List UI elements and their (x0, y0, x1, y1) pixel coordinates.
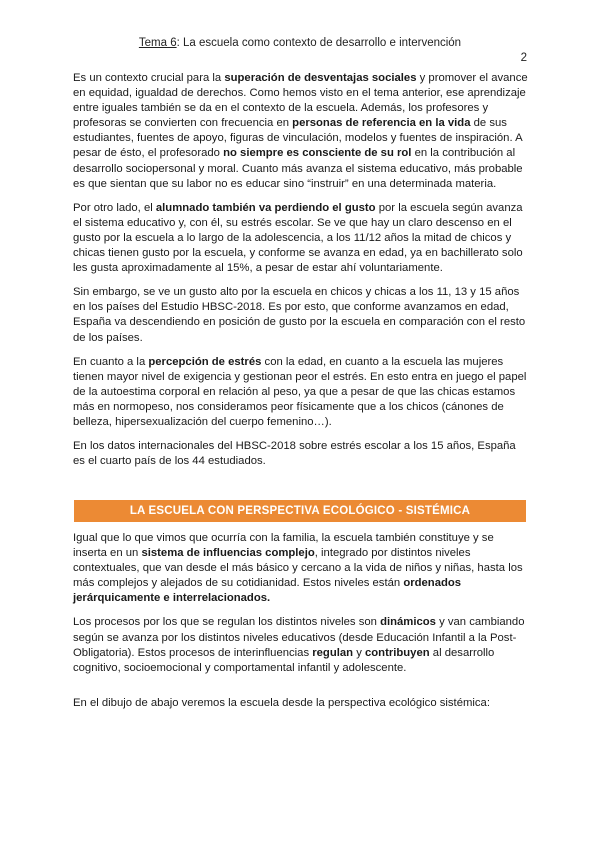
page-number: 2 (520, 52, 527, 64)
section-banner: LA ESCUELA CON PERSPECTIVA ECOLÓGICO - SISTÉMICA (74, 500, 526, 522)
paragraph-estres: En cuanto a la percepción de estrés con la edad, en cuanto a la escuela las mujeres tienen mayor nivel de exigencia y gestionan peor el estrés. En esto entra en juego el papel de la autoestima corporal en relación al peso, ya que a pesar de que las chicas estamos más en normopeso, nos consideramos peor físicamente que a los chicos (cánones de belleza, hipersexualización del cuerpo femenino…). (73, 355, 527, 428)
paragraph-hbsc: Sin embargo, se ve un gusto alto por la escuela en chicos y chicas a los 11, 13 y 15 años en los países del Estudio HBSC-2018. Es por esto, que conforme avanzamos en edad, España va descendiendo en posición de gusto por la escuela en comparación con el resto de los países. (73, 286, 526, 344)
paragraph-gusto: Por otro lado, el alumnado también va perdiendo el gusto por la escuela según avanza el sistema educativo y, con él, su estrés escolar. Se ve que hay un claro descenso en el gusto por la escuela a lo largo de la adolescencia, a los 11/12 años la mitad de chicos y chicas tienen gusto por la escuela, y conforme se avanza en edad, ya en bachillerato solo les gusta aproximadamente al 15%, a pesar de estar ahí voluntariamente. (73, 201, 523, 275)
page-header (0, 37, 600, 49)
paragraph-dibujo: En el dibujo de abajo veremos la escuela desde la perspectiva ecológico sistémica: (73, 696, 490, 709)
paragraph-datos: En los datos internacionales del HBSC-2018 sobre estrés escolar a los 15 años, España es el cuarto país de los 44 estudiados. (73, 440, 516, 468)
header-title: : La escuela como contexto de desarrollo e intervención (176, 37, 462, 49)
header-topic: Tema 6 (138, 37, 177, 49)
paragraph-procesos: Los procesos por los que se regulan los distintos niveles son dinámicos y van cambiando según se avanza por los distintos niveles educativos (desde Educación Infantil a la Post-Obligatoria). Estos procesos de interinfluencias regulan y contribuyen al desarrollo cognitivo, socioemocional y comportamental infantil y adolescente. (73, 616, 525, 674)
section-intro (73, 71, 528, 478)
paragraph-role: Es un contexto crucial para la superación de desventajas sociales y promover el avance en equidad, igualdad de derechos. Como hemos visto en el tema anterior, ese aprendizaje entre iguales también se da en el contexto de la escuela. Además, los profesores y profesoras se convierten con frecuencia en personas de referencia en la vida de sus estudiantes, fuentes de apoyo, figuras de vinculación, modelos y fuentes de inspiración. A pesar de ésto, el profesorado no siempre es consciente de su rol en la contribución al desarrollo sociopersonal y moral. Cuanto más avanza el sistema educativo, más probable es que sientan que su labor no es educar sino “instruir” en una determinada materia. (73, 72, 528, 190)
section-ecologica (73, 531, 528, 720)
paragraph-sistema: Igual que lo que vimos que ocurría con la familia, la escuela también constituye y se inserta en un sistema de influencias complejo, integrado por distintos niveles contextuales, que van desde el más básico y cercano a la vida de niños y niñas, hasta los más complejos y alejados de su cotidianidad. Estos niveles están ordenados jerárquicamente e interrelacionados. (73, 532, 523, 605)
